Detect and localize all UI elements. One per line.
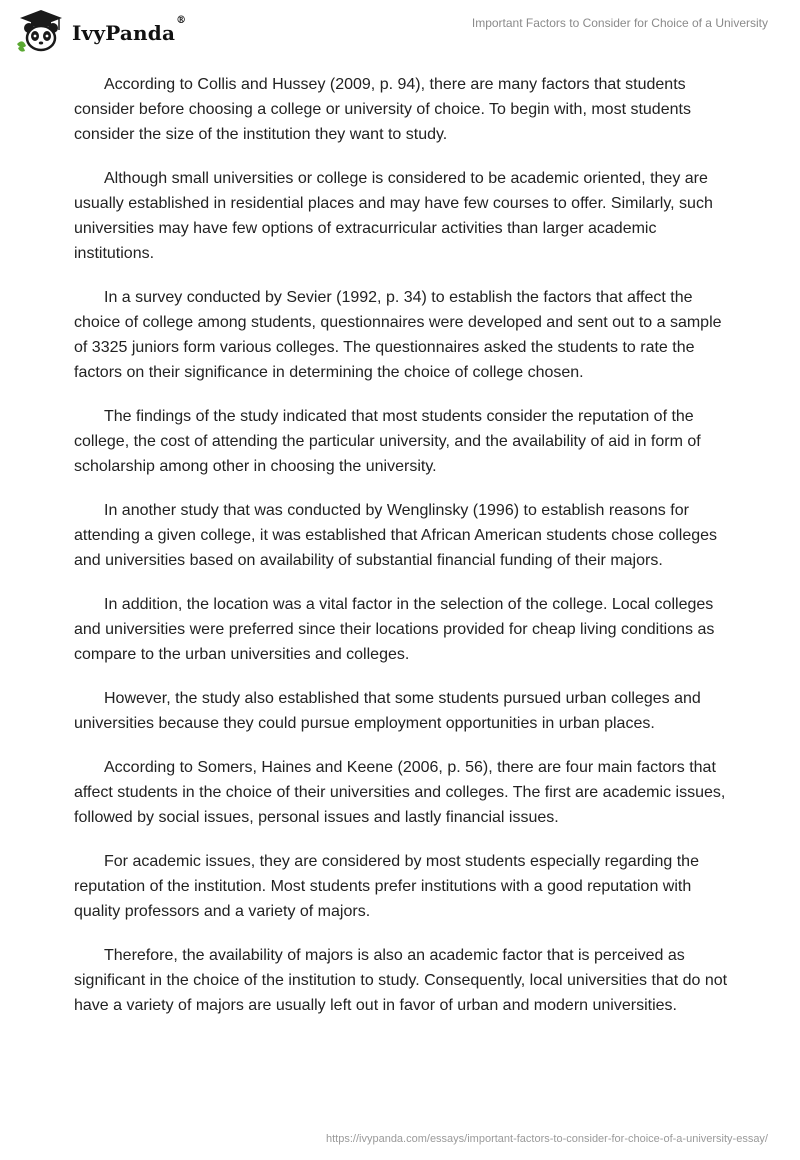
- paragraph: In another study that was conducted by Wenglinsky (1996) to establish reasons for attending a given college, it was established that African American students chose colleges and universities based on availability of substantial financial funding of their majors.: [74, 502, 718, 569]
- panda-graduate-icon: [14, 8, 68, 54]
- paragraph: For academic issues, they are considered by most students especially regarding the reputation of the institution. Most students prefer institutions with a good reputation with quality professors and a variety of majors.: [74, 853, 699, 920]
- source-url[interactable]: https://ivypanda.com/essays/important-factors-to-consider-for-choice-of-a-university-essay/: [326, 1133, 768, 1145]
- essay-body: [74, 72, 734, 1037]
- ivypanda-logo[interactable]: [14, 8, 186, 54]
- page-header: [0, 0, 800, 60]
- paragraph: The findings of the study indicated that most students consider the reputation of the college, the cost of attending the particular university, and the availability of aid in form of scholarship among other in choosing the university.: [74, 408, 701, 475]
- paragraph: Although small universities or college is considered to be academic oriented, they are usually established in residential places and may have few courses to offer. Similarly, such universities may have few options of extracurricular activities than larger academic institutions.: [74, 170, 713, 262]
- paragraph: Therefore, the availability of majors is also an academic factor that is perceived as significant in the choice of the institution to study. Consequently, local universities that do not have a variety of majors are usually left out in favor of urban and modern universities.: [74, 947, 728, 1014]
- registered-mark: ®: [176, 15, 187, 26]
- paragraph: In addition, the location was a vital factor in the selection of the college. Local colleges and universities were preferred since their locations provided for cheap living conditions as compare to the urban universities and colleges.: [74, 596, 715, 663]
- brand-name: IvyPanda®: [72, 15, 187, 45]
- paragraph: According to Collis and Hussey (2009, p. 94), there are many factors that students consider before choosing a college or university of choice. To begin with, most students consider the size of the institution they want to study.: [74, 76, 691, 143]
- paragraph: In a survey conducted by Sevier (1992, p. 34) to establish the factors that affect the choice of college among students, questionnaires were developed and sent out to a sample of 3325 juniors form various colleges. The questionnaires asked the students to rate the factors on their significance in determining the choice of college chosen.: [74, 289, 722, 381]
- paragraph: However, the study also established that some students pursued urban colleges and universities because they could pursue employment opportunities in urban places.: [74, 690, 701, 732]
- document-title: Important Factors to Consider for Choice of a University: [471, 16, 768, 30]
- paragraph: According to Somers, Haines and Keene (2006, p. 56), there are four main factors that affect students in the choice of their universities and colleges. The first are academic issues, followed by social issues, personal issues and lastly financial issues.: [74, 759, 726, 826]
